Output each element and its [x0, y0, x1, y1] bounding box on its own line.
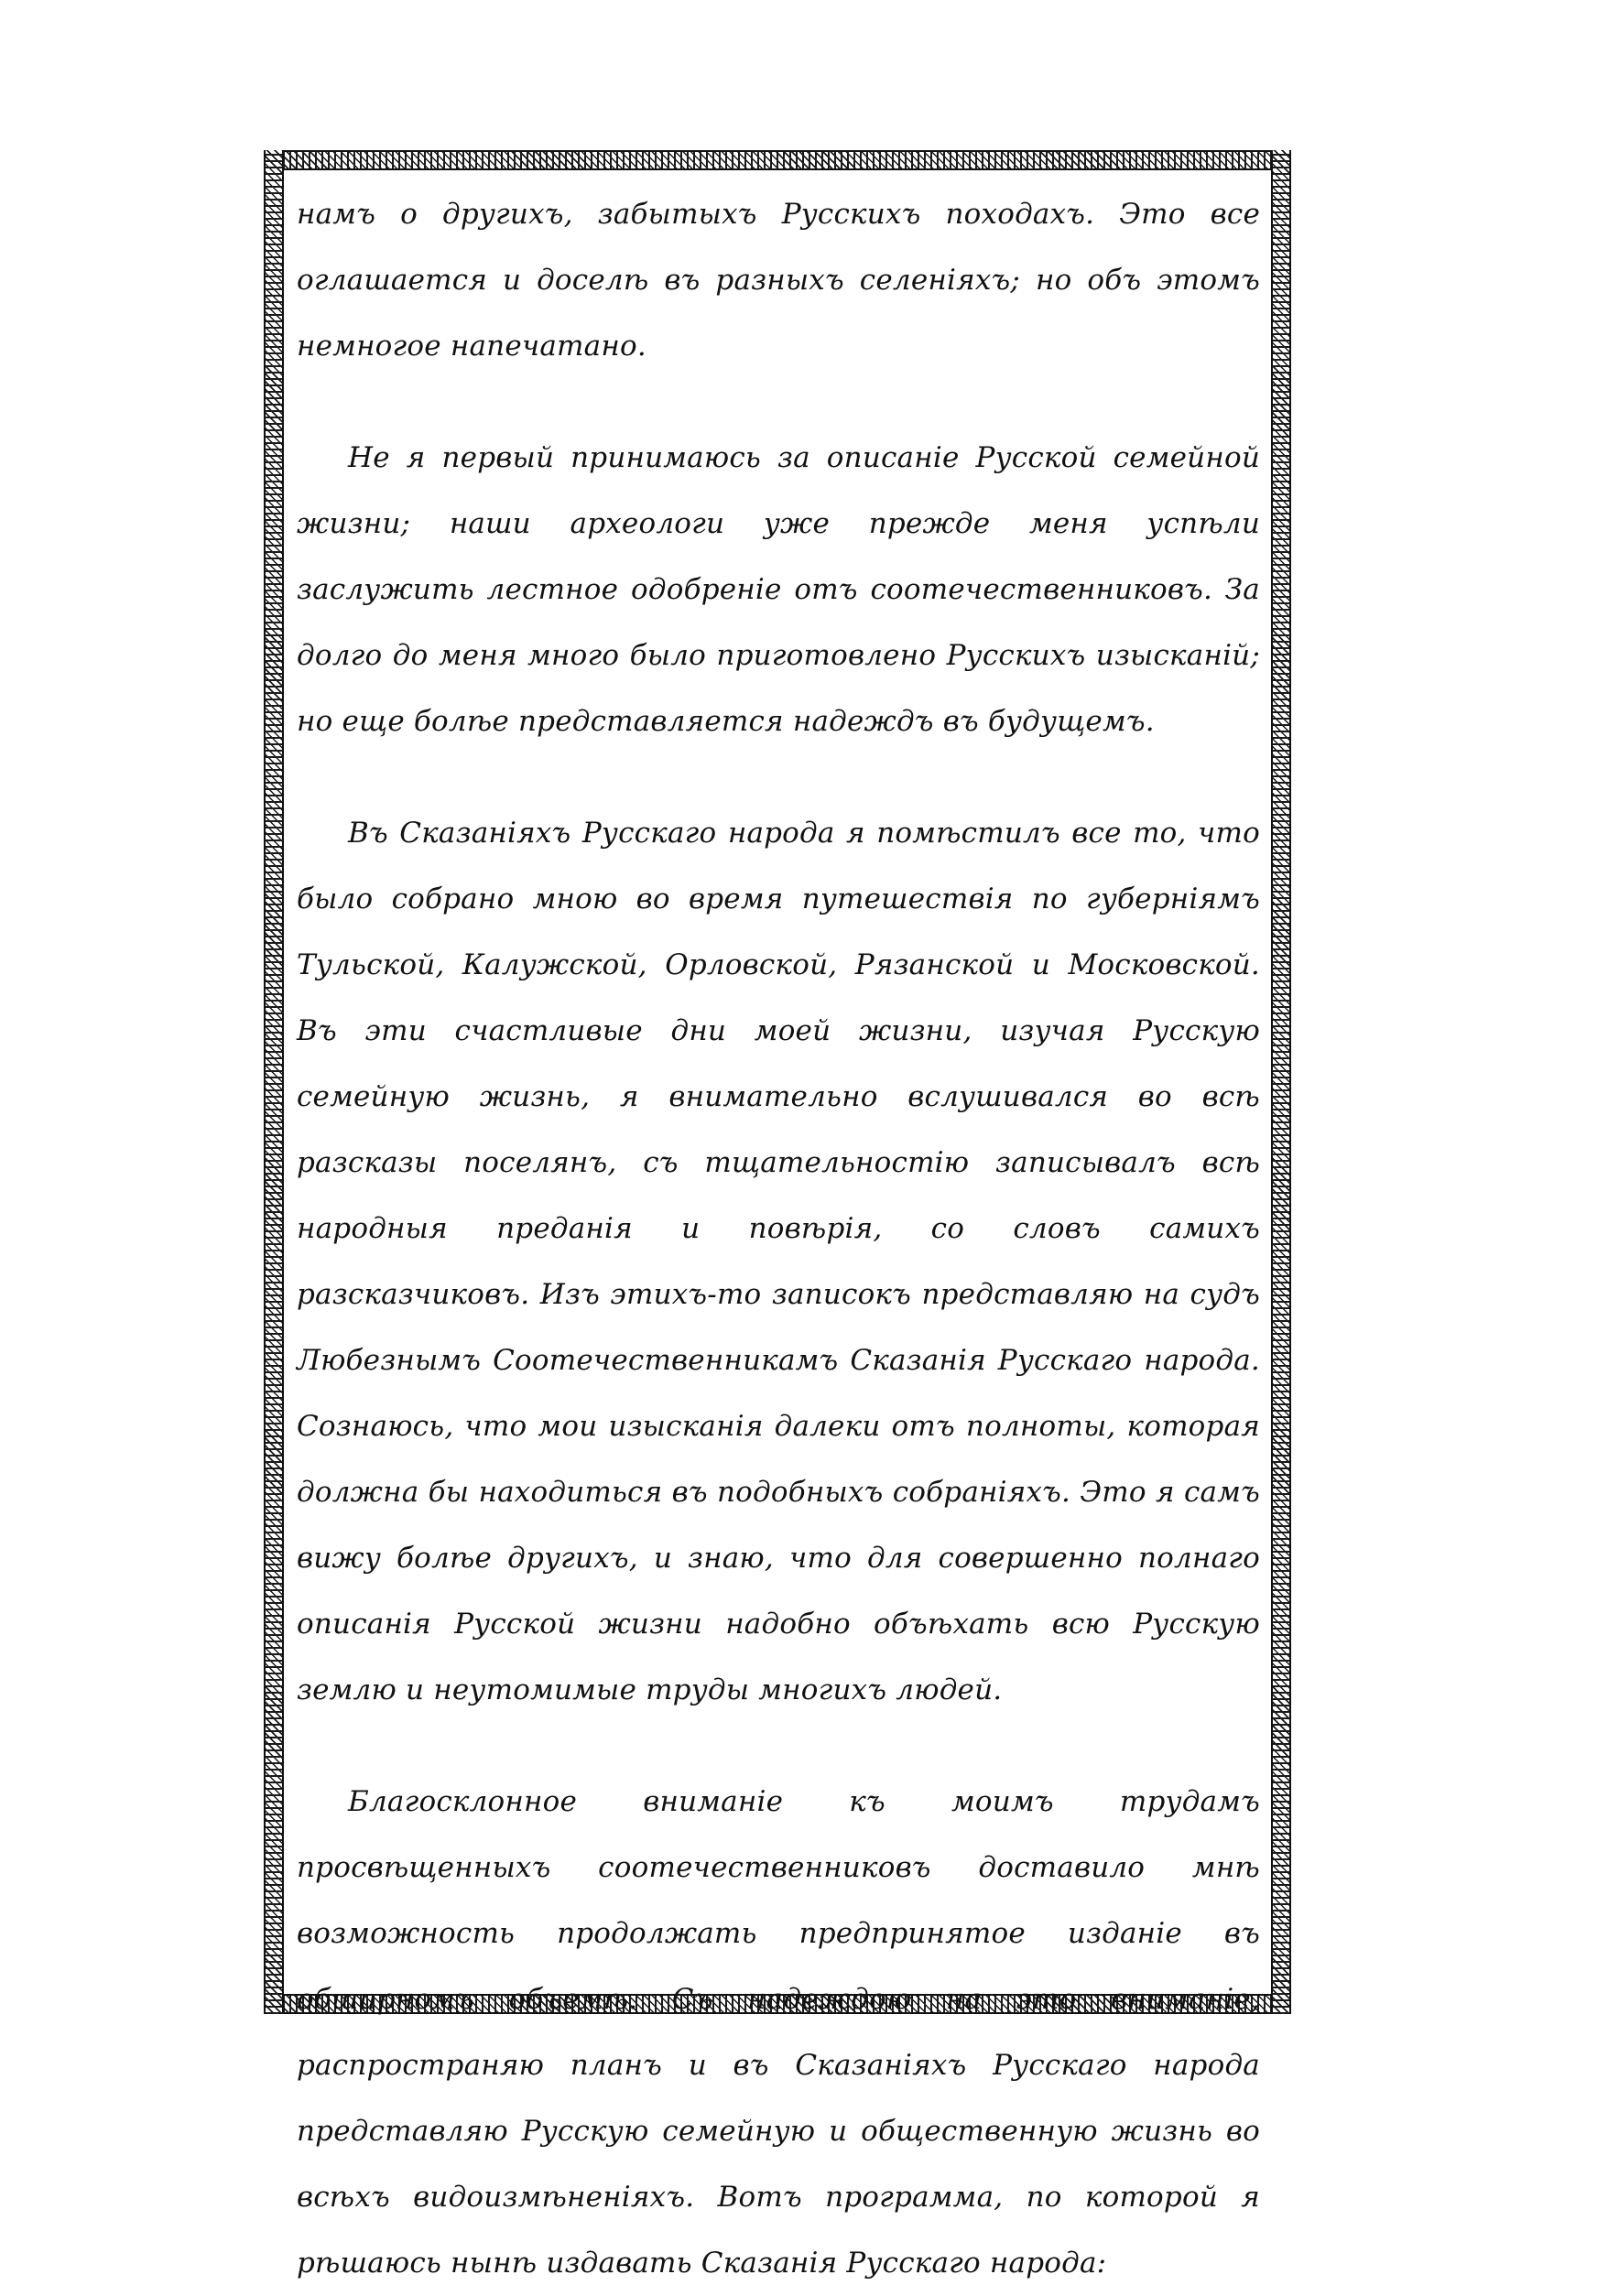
ornamental-frame: [264, 150, 1291, 2280]
frame-border-right: [1271, 150, 1291, 2014]
page-text: [297, 181, 1260, 2280]
frame-border-left: [264, 150, 284, 2014]
paragraph-2: Не я первый принимаюсь за описаніе Русской семейной жизни; наши археологи уже прежде меня успѣли заслужить лестное одобреніе отъ соотечественниковъ. За долго до меня много было приготовлено Русскихъ изысканій; но еще болѣе представляется надеждъ въ будущемъ.: [297, 441, 1260, 738]
frame-border-top: [264, 150, 1291, 170]
paragraph-4: Благосклонное вниманіе къ моимъ трудамъ просвѣщенныхъ соотечественниковъ доставило мнѣ возможность продолжать предпринятое изданіе въ обширномъ объемѣ. Съ надеждою на это вниманіе, распространяю планъ и въ Сказаніяхъ Русскаго народа представляю Русскую семейную и общественную жизнь во всѣхъ видоизмѣненіяхъ. Вотъ программа, по которой я рѣшаюсь нынѣ издавать Сказанія Русскаго народа:: [297, 1785, 1260, 2280]
paragraph-3: Въ Сказаніяхъ Русскаго народа я помѣстилъ все то, что было собрано мною во время путешествія по губерніямъ Тульской, Калужской, Орловской, Рязанской и Московской. Въ эти счастливые дни моей жизни, изучая Русскую семейную жизнь, я внимательно вслушивался во всѣ разсказы поселянъ, съ тщательностію записывалъ всѣ народныя преданія и повѣрія, со словъ самихъ разсказчиковъ. Изъ этихъ-то записокъ представляю на судъ Любезнымъ Соотечественникамъ Сказанія Русскаго народа. Сознаюсь, что мои изысканія далеки отъ полноты, которая должна бы находиться въ подобныхъ собраніяхъ. Это я самъ вижу болѣе другихъ, и знаю, что для совершенно полнаго описанія Русской жизни надобно объѣхать всю Русскую землю и неутомимые труды многихъ людей.: [297, 817, 1260, 1706]
paragraph-1: намъ о другихъ, забытыхъ Русскихъ походахъ. Это все оглашается и доселѣ въ разныхъ селеніяхъ; но объ этомъ немногое напечатано.: [297, 198, 1260, 363]
